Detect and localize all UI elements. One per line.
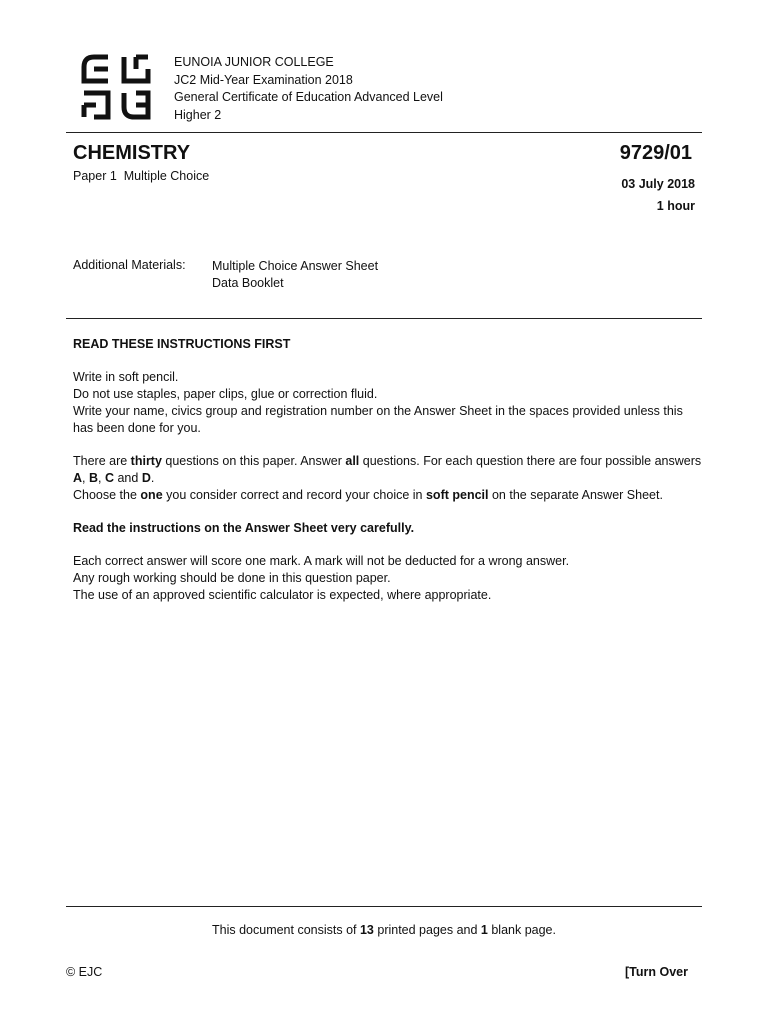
blank-pages-count: 1	[480, 923, 488, 937]
answer-letter: B	[88, 471, 99, 485]
copyright: © EJC	[66, 965, 103, 979]
instructions-heading: READ THESE INSTRUCTIONS FIRST	[73, 337, 291, 351]
printed-pages-count: 13	[359, 923, 374, 937]
text-run-bold: one	[140, 488, 163, 502]
instruction-line: Write in soft pencil.	[73, 370, 179, 384]
instruction-line: Write your name, civics group and registration number on the Answer Sheet in the spaces provided unless this has been done for you.	[73, 404, 683, 435]
text-run-bold: soft pencil	[425, 488, 489, 502]
turn-over-label: [Turn Over	[625, 965, 688, 979]
text-run: There are	[73, 454, 131, 468]
instruction-line: Do not use staples, paper clips, glue or correction fluid.	[73, 387, 378, 401]
text-run: ,	[98, 471, 105, 485]
divider-top	[66, 132, 702, 133]
instruction-line: The use of an approved scientific calculator is expected, where appropriate.	[73, 588, 492, 602]
exam-header	[174, 54, 443, 124]
materials-label: Additional Materials:	[73, 258, 186, 272]
answer-letter: D	[141, 471, 151, 485]
instruction-answer-sheet: Read the instructions on the Answer Sheet very carefully.	[73, 521, 415, 535]
instructions-section	[73, 336, 703, 604]
text-run-bold: thirty	[130, 454, 162, 468]
text-run: and	[114, 471, 142, 485]
instruction-choose	[73, 487, 703, 504]
college-logo-icon	[78, 51, 154, 123]
answer-letter: C	[104, 471, 114, 485]
text-run: you consider correct and record your choice in	[162, 488, 426, 502]
exam-name: JC2 Mid-Year Examination 2018	[174, 72, 353, 87]
instruction-line: Any rough working should be done in this question paper.	[73, 571, 391, 585]
text-run: Choose the	[73, 488, 141, 502]
exam-duration: 1 hour	[656, 199, 695, 213]
divider-middle	[66, 318, 702, 319]
materials-item: Multiple Choice Answer Sheet	[212, 259, 379, 273]
text-run: on the separate Answer Sheet.	[488, 488, 663, 502]
text-run: blank page.	[487, 923, 556, 937]
instruction-line: Each correct answer will score one mark. A mark will not be deducted for a wrong answer.	[73, 554, 570, 568]
materials-item: Data Booklet	[212, 276, 284, 290]
text-run: ,	[82, 471, 89, 485]
page-count-note	[0, 923, 768, 937]
college-name: EUNOIA JUNIOR COLLEGE	[174, 55, 334, 69]
level-name: Higher 2	[174, 107, 222, 122]
text-run-bold: all	[345, 454, 360, 468]
answer-letter: A	[73, 471, 83, 485]
subject-title: CHEMISTRY	[73, 142, 191, 164]
paper-type: Paper 1 Multiple Choice	[73, 169, 210, 183]
materials-list	[212, 258, 378, 292]
text-run: This document consists of	[212, 923, 360, 937]
exam-date: 03 July 2018	[621, 177, 695, 191]
instruction-questions	[73, 453, 703, 487]
divider-bottom	[66, 906, 702, 907]
text-run: questions on this paper. Answer	[161, 454, 346, 468]
text-run: questions. For each question there are four possible answers	[359, 454, 702, 468]
paper-code: 9729/01	[619, 142, 692, 164]
text-run: .	[150, 471, 155, 485]
text-run: printed pages and	[373, 923, 481, 937]
certificate-name: General Certificate of Education Advanced Level	[174, 90, 443, 104]
